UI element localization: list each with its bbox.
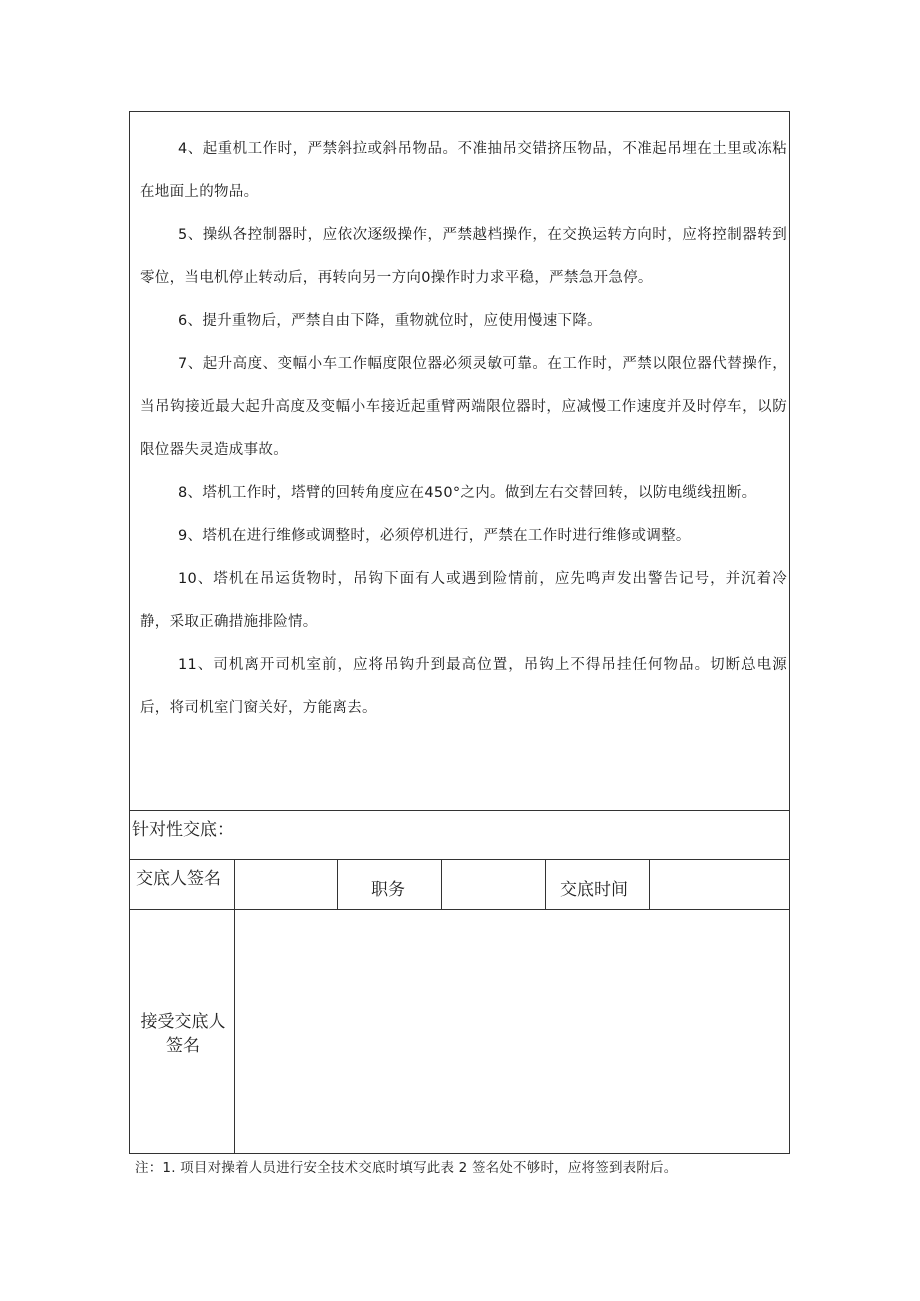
- divider: [130, 859, 789, 860]
- divider: [130, 810, 789, 811]
- targeted-disclosure-label: 针对性交底：: [132, 820, 234, 840]
- divider: [130, 909, 789, 910]
- rule-item: 7、起升高度、变幅小车工作幅度限位器必须灵敏可靠。在工作时，严禁以限位器代替操作，当吊钩接近最大起升高度及变幅小车接近起重臂两端限位器时，应减慢工作速度并及时停车，以防限位器失灵造成事故。: [140, 356, 787, 458]
- position-label: 职务: [371, 880, 405, 900]
- time-label: 交底时间: [560, 880, 628, 900]
- rule-item: 6、提升重物后，严禁自由下降，重物就位时，应使用慢速下降。: [178, 313, 602, 329]
- receiver-label-line2: 签名: [166, 1036, 200, 1056]
- divider: [441, 859, 442, 909]
- time-input[interactable]: [650, 863, 788, 907]
- position-input[interactable]: [546, 863, 648, 907]
- receiver-label-line1: 接受交底人: [140, 1012, 226, 1032]
- receiver-signature-label: [136, 1010, 230, 1058]
- footnote: 注：1. 项目对操着人员进行安全技术交底时填写此表 2 签名处不够时，应将签到表附后。: [135, 1160, 678, 1176]
- rule-item: 9、塔机在进行维修或调整时，必须停机进行，严禁在工作时进行维修或调整。: [178, 528, 691, 544]
- signer-input[interactable]: [338, 863, 440, 907]
- receiver-signature-area[interactable]: [235, 911, 788, 1151]
- rule-item: 11、司机离开司机室前，应将吊钩升到最高位置，吊钩上不得吊挂任何物品。切断总电源后，将司机室门窗关好，方能离去。: [140, 657, 787, 716]
- disclosure-form: [129, 111, 790, 1154]
- safety-rules: [130, 112, 789, 810]
- rule-item: 5、操纵各控制器时，应依次逐级操作，严禁越档操作，在交换运转方向时，应将控制器转到零位，当电机停止转动后，再转向另一方向0操作时力求平稳，严禁急开急停。: [140, 227, 787, 286]
- rule-item: 10、塔机在吊运货物时，吊钩下面有人或遇到险情前，应先鸣声发出警告记号，并沉着冷静，采取正确措施排险情。: [140, 571, 787, 630]
- signer-label: 交底人签名: [136, 869, 221, 889]
- rule-item: 8、塔机工作时，塔臂的回转角度应在450°之内。做到左右交替回转，以防电缆线扭断。: [178, 485, 757, 501]
- rule-item: 4、起重机工作时，严禁斜拉或斜吊物品。不准抽吊交错挤压物品，不准起吊埋在土里或冻粘在地面上的物品。: [140, 141, 787, 200]
